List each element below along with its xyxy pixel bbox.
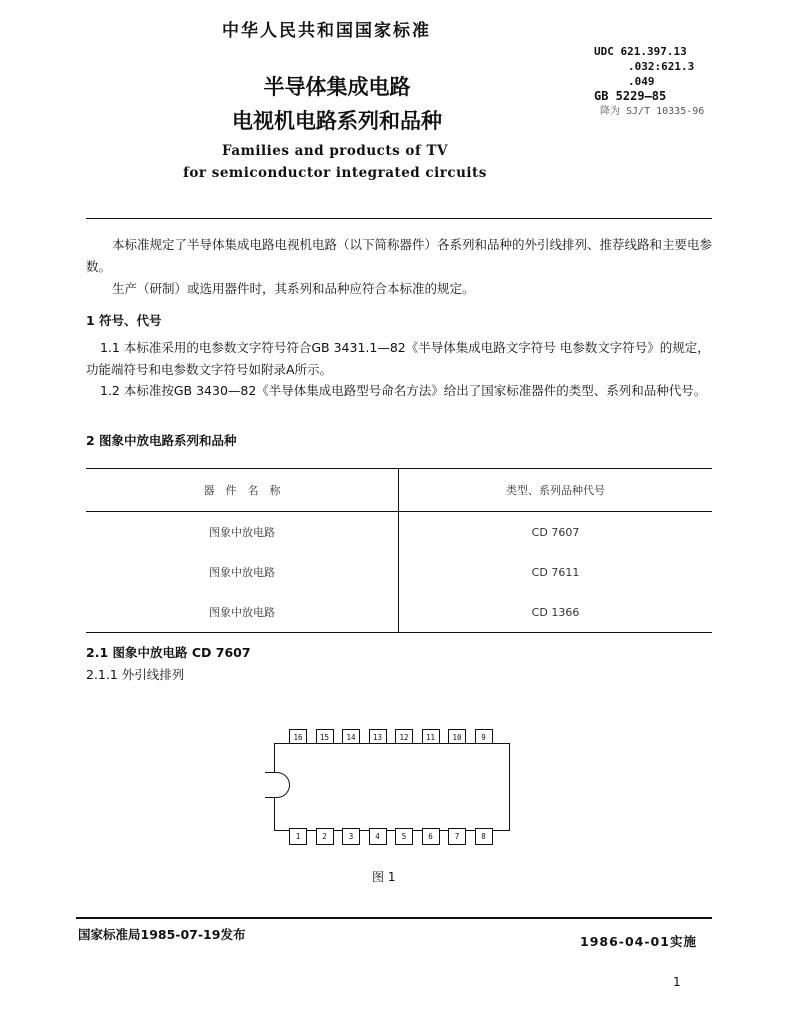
col-header-code: 类型、系列品种代号 bbox=[399, 469, 713, 512]
device-code-cell: CD 1366 bbox=[399, 592, 713, 633]
device-code-cell: CD 7611 bbox=[531, 565, 580, 579]
udc-line: UDC 621.397.13 bbox=[594, 45, 687, 58]
udc-line: .049 bbox=[628, 75, 655, 88]
title-en-line2: for semiconductor integrated circuits bbox=[183, 165, 487, 181]
section-2-heading: 2 图象中放电路系列和品种 bbox=[86, 433, 237, 448]
ic-pin: 7 bbox=[448, 828, 466, 845]
ic-pin: 4 bbox=[369, 828, 387, 845]
ic-pin: 5 bbox=[395, 828, 413, 845]
udc-block bbox=[594, 44, 704, 119]
device-name-cell: 图象中放电路 bbox=[86, 512, 399, 553]
table-row bbox=[86, 552, 712, 592]
replacement-note: 降为 SJ/T 10335-96 bbox=[600, 106, 705, 117]
ic-pin: 10 bbox=[448, 729, 466, 746]
table-row bbox=[86, 512, 712, 553]
implementation-date: 1986-04-01实施 bbox=[580, 934, 697, 949]
document-title-en bbox=[150, 140, 520, 184]
table-header-row bbox=[86, 469, 712, 512]
subsection-2-1-heading: 2.1 图象中放电路 CD 7607 bbox=[86, 645, 251, 660]
ic-pin: 16 bbox=[289, 729, 307, 746]
ic-pin: 15 bbox=[316, 729, 334, 746]
ic-pin: 9 bbox=[475, 729, 493, 746]
ic-pin: 3 bbox=[342, 828, 360, 845]
clause-1-2: 1.2 本标准按GB 3430—82《半导体集成电路型号命名方法》给出了国家标准器件的类型、系列和品种代号。 bbox=[100, 383, 707, 398]
header-divider bbox=[86, 218, 712, 219]
title-en-line1: Families and products of TV bbox=[222, 143, 448, 159]
ic-pin: 1 bbox=[289, 828, 307, 845]
intro-paragraph-1: 本标准规定了半导体集成电路电视机电路（以下简称器件）各系列和品种的外引线排列、推荐线路和主要电参数。 bbox=[86, 237, 713, 274]
device-name-cell: 图象中放电路 bbox=[86, 592, 399, 633]
ic-pin: 6 bbox=[422, 828, 440, 845]
pin1-notch bbox=[265, 772, 290, 798]
ic-pin: 13 bbox=[369, 729, 387, 746]
publication-date: 国家标准局1985-07-19发布 bbox=[78, 927, 246, 942]
footer-divider bbox=[76, 917, 712, 919]
document-title-cn bbox=[222, 70, 452, 138]
clause-1-1: 1.1 本标准采用的电参数文字符号符合GB 3431.1—82《半导体集成电路文字符号 电参数文字符号》的规定，功能端符号和电参数文字符号如附录A所示。 bbox=[86, 340, 710, 377]
title-cn-line1: 半导体集成电路 bbox=[263, 75, 411, 99]
title-cn-line2: 电视机电路系列和品种 bbox=[232, 109, 442, 133]
series-table bbox=[86, 468, 712, 633]
figure-caption: 图 1 bbox=[372, 870, 396, 884]
section-1-heading: 1 符号、代号 bbox=[86, 313, 162, 328]
ic-pin: 8 bbox=[475, 828, 493, 845]
ic-pin: 14 bbox=[342, 729, 360, 746]
standard-category-title: 中华人民共和国国家标准 bbox=[222, 21, 431, 41]
ic-pin: 2 bbox=[316, 828, 334, 845]
page-number: 1 bbox=[673, 975, 681, 989]
intro-paragraph-2: 生产（研制）或选用器件时，其系列和品种应符合本标准的规定。 bbox=[112, 281, 475, 296]
table-row bbox=[86, 592, 712, 633]
device-code-cell: CD 7607 bbox=[531, 525, 580, 539]
col-header-device-name: 器 件 名 称 bbox=[86, 469, 399, 512]
udc-line: .032:621.3 bbox=[628, 60, 695, 73]
ic-pin: 12 bbox=[395, 729, 413, 746]
ic-pin: 11 bbox=[422, 729, 440, 746]
device-name-cell: 图象中放电路 bbox=[86, 552, 399, 592]
gb-number: GB 5229—85 bbox=[594, 89, 667, 103]
subsection-2-1-1-heading: 2.1.1 外引线排列 bbox=[86, 667, 185, 682]
ic-package-body bbox=[274, 743, 510, 831]
